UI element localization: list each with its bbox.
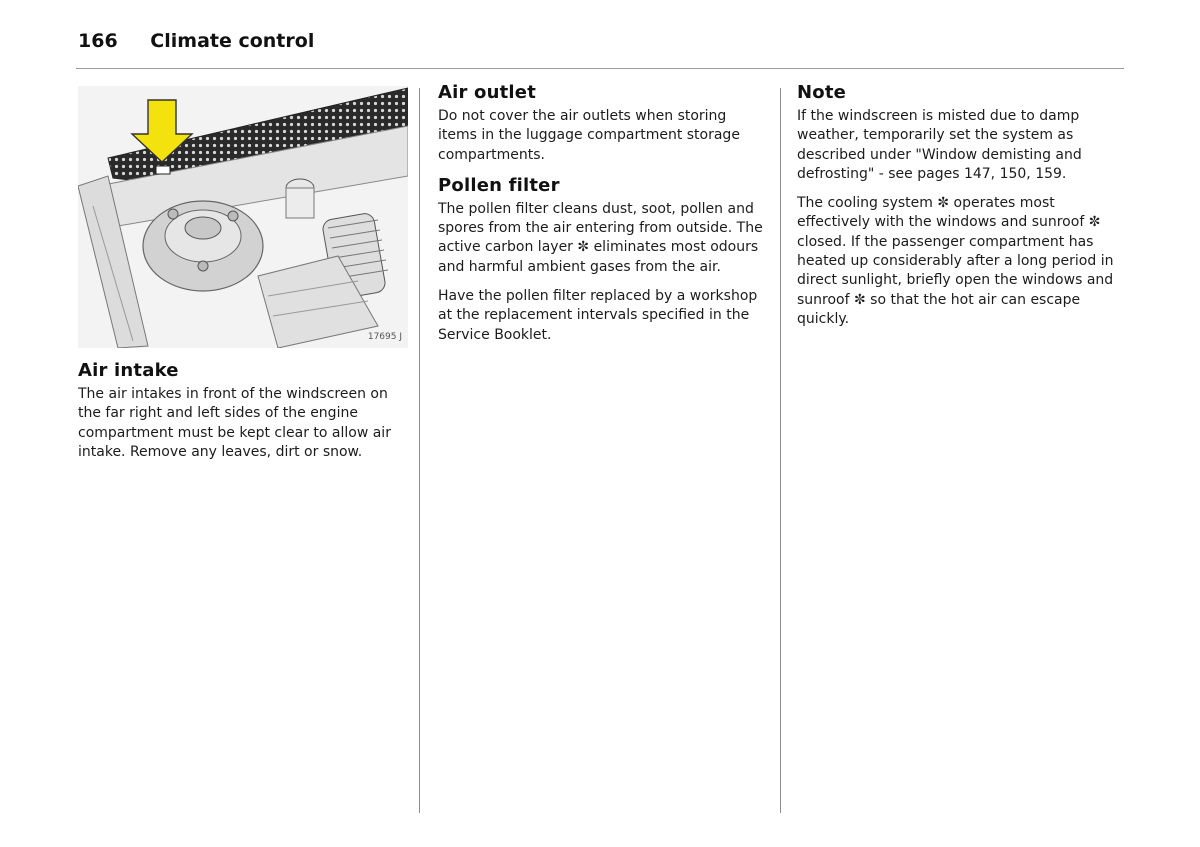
- header-divider: [76, 68, 1124, 69]
- column-divider-1: [419, 88, 420, 813]
- left-column: [78, 360, 408, 472]
- middle-column: [438, 82, 768, 355]
- page-number: 166: [78, 30, 118, 52]
- pollen-filter-paragraph-2: Have the pollen filter replaced by a workshop at the replacement intervals specified in the Service Booklet.: [438, 288, 758, 343]
- engine-compartment-illustration: [78, 86, 408, 348]
- engine-compartment-figure: [78, 86, 408, 348]
- right-column: [797, 82, 1122, 339]
- page-title: Climate control: [150, 30, 315, 52]
- note-paragraph-1: If the windscreen is misted due to damp weather, temporarily set the system as described under "Window demisting and defrosting" - see pages 147, 150, 159.: [797, 108, 1082, 182]
- air-outlet-text: Do not cover the air outlets when storing items in the luggage compartment storage compartments.: [438, 108, 740, 163]
- air-intake-text: The air intakes in front of the windscreen on the far right and left sides of the engine compartment must be kept clear to allow air intake. Remove any leaves, dirt or snow.: [78, 386, 391, 460]
- air-outlet-section: [438, 82, 768, 165]
- column-divider-2: [780, 88, 781, 813]
- pollen-filter-paragraph-1: The pollen filter cleans dust, soot, pollen and spores from the air entering from outside. The active carbon layer ✼ eliminates most odours and harmful ambient gases from the air.: [438, 200, 763, 275]
- section-heading-pollen-filter: Pollen filter: [438, 174, 560, 196]
- pollen-filter-section: [438, 175, 768, 345]
- section-heading-note: Note: [797, 82, 847, 103]
- section-heading-air-intake: Air intake: [78, 360, 179, 381]
- page-header: [78, 30, 314, 52]
- figure-reference-number: 17695 J: [367, 332, 402, 342]
- section-heading-air-outlet: Air outlet: [438, 82, 537, 103]
- note-paragraph-2: The cooling system ✼ operates most effectively with the windows and sunroof ✼ closed. If the passenger compartment has heated up considerably after a long period in direct sunlight, briefly open the windows and sunroof ✼ so that the hot air can escape quickly.: [797, 195, 1114, 327]
